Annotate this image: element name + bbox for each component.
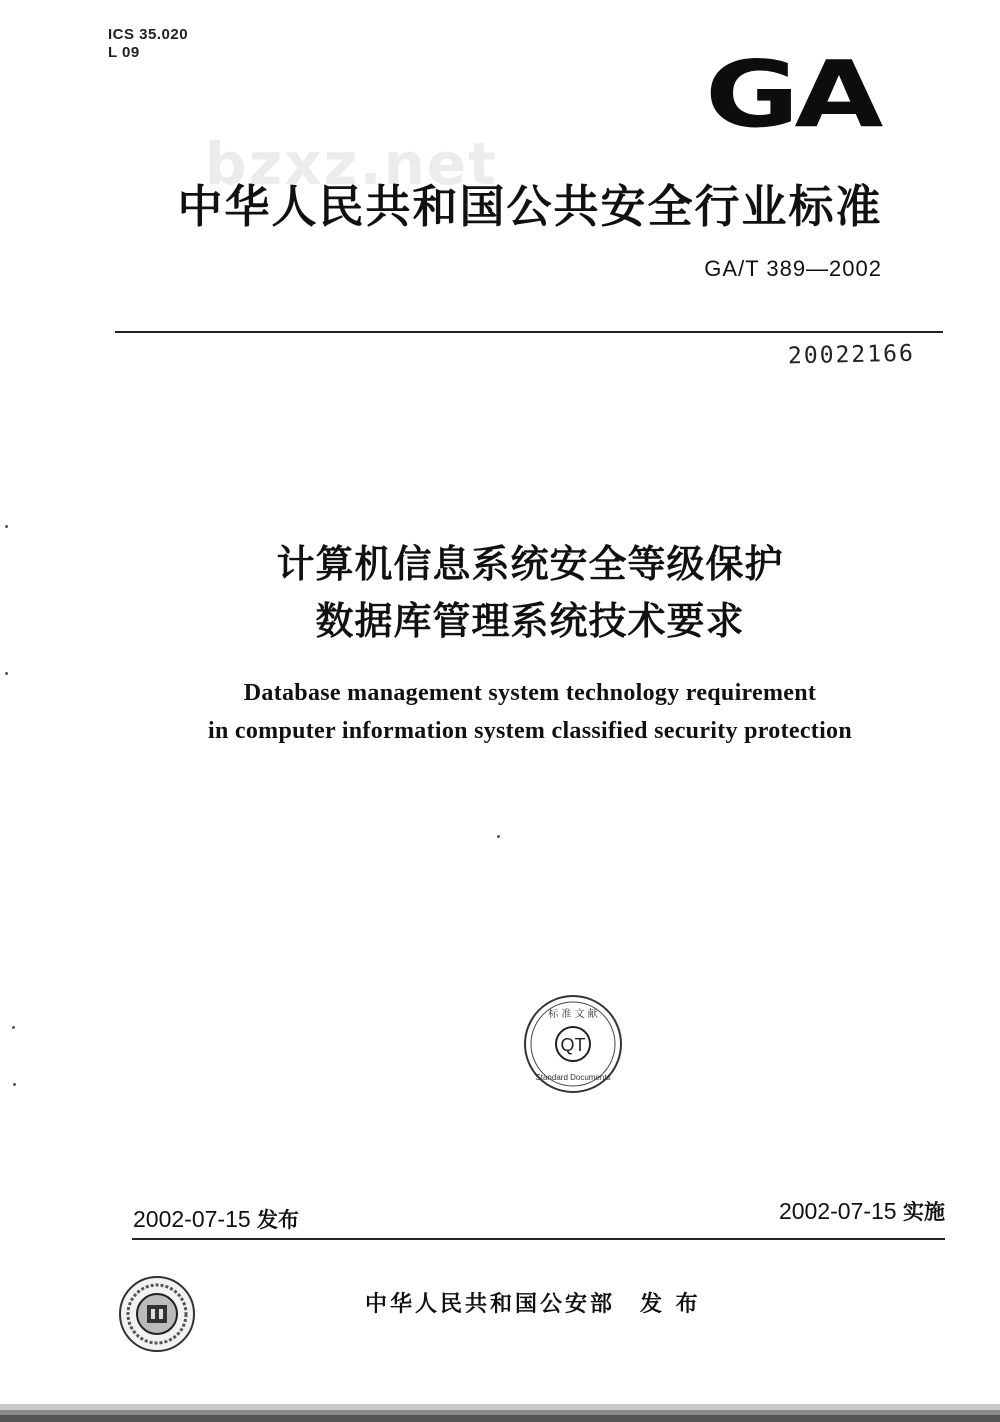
publisher: 中华人民共和国公安部 发 布: [365, 1292, 701, 1317]
title-en-line-2: in computer information system classified security protection: [208, 718, 852, 744]
title-cn-line-2: 数据库管理系统技术要求: [315, 599, 745, 643]
scan-speck: [497, 835, 500, 838]
watermark: bzxz.net: [205, 130, 498, 198]
publisher-seal-icon: [118, 1275, 196, 1353]
scan-speck: [5, 525, 8, 528]
issue-date: 2002-07-15: [133, 1206, 251, 1232]
implementation-date: 2002-07-15: [778, 1198, 897, 1224]
l-code: L 09: [108, 44, 140, 61]
header-divider: [115, 331, 943, 333]
ga-logo: GA: [705, 41, 879, 148]
library-stamp: [521, 992, 625, 1096]
implementation-label: 实施: [903, 1200, 945, 1224]
footer-divider: [132, 1238, 945, 1240]
issue-label: 发布: [257, 1208, 300, 1232]
stamp-bottom-text: Standard Documents: [535, 1073, 611, 1082]
scan-speck: [5, 672, 8, 675]
handwritten-number: 20022166: [787, 340, 916, 370]
scan-edge-strip: [0, 1404, 1000, 1422]
scan-speck: [13, 1083, 16, 1086]
scan-speck: [12, 1026, 15, 1029]
ics-code: ICS 35.020: [108, 26, 189, 43]
issue-date-line: [133, 1204, 299, 1234]
title-cn-line-1: 计算机信息系统安全等级保护: [276, 542, 784, 586]
org-title: 中华人民共和国公共安全行业标准: [177, 180, 883, 233]
implementation-date-line: [779, 1196, 945, 1226]
stamp-top-text: 标 准 文 献: [548, 1009, 598, 1020]
standard-number: GA/T 389—2002: [704, 256, 882, 281]
title-en-line-1: Database management system technology requirement: [243, 680, 817, 706]
stamp-center-text: QT: [560, 1035, 586, 1055]
